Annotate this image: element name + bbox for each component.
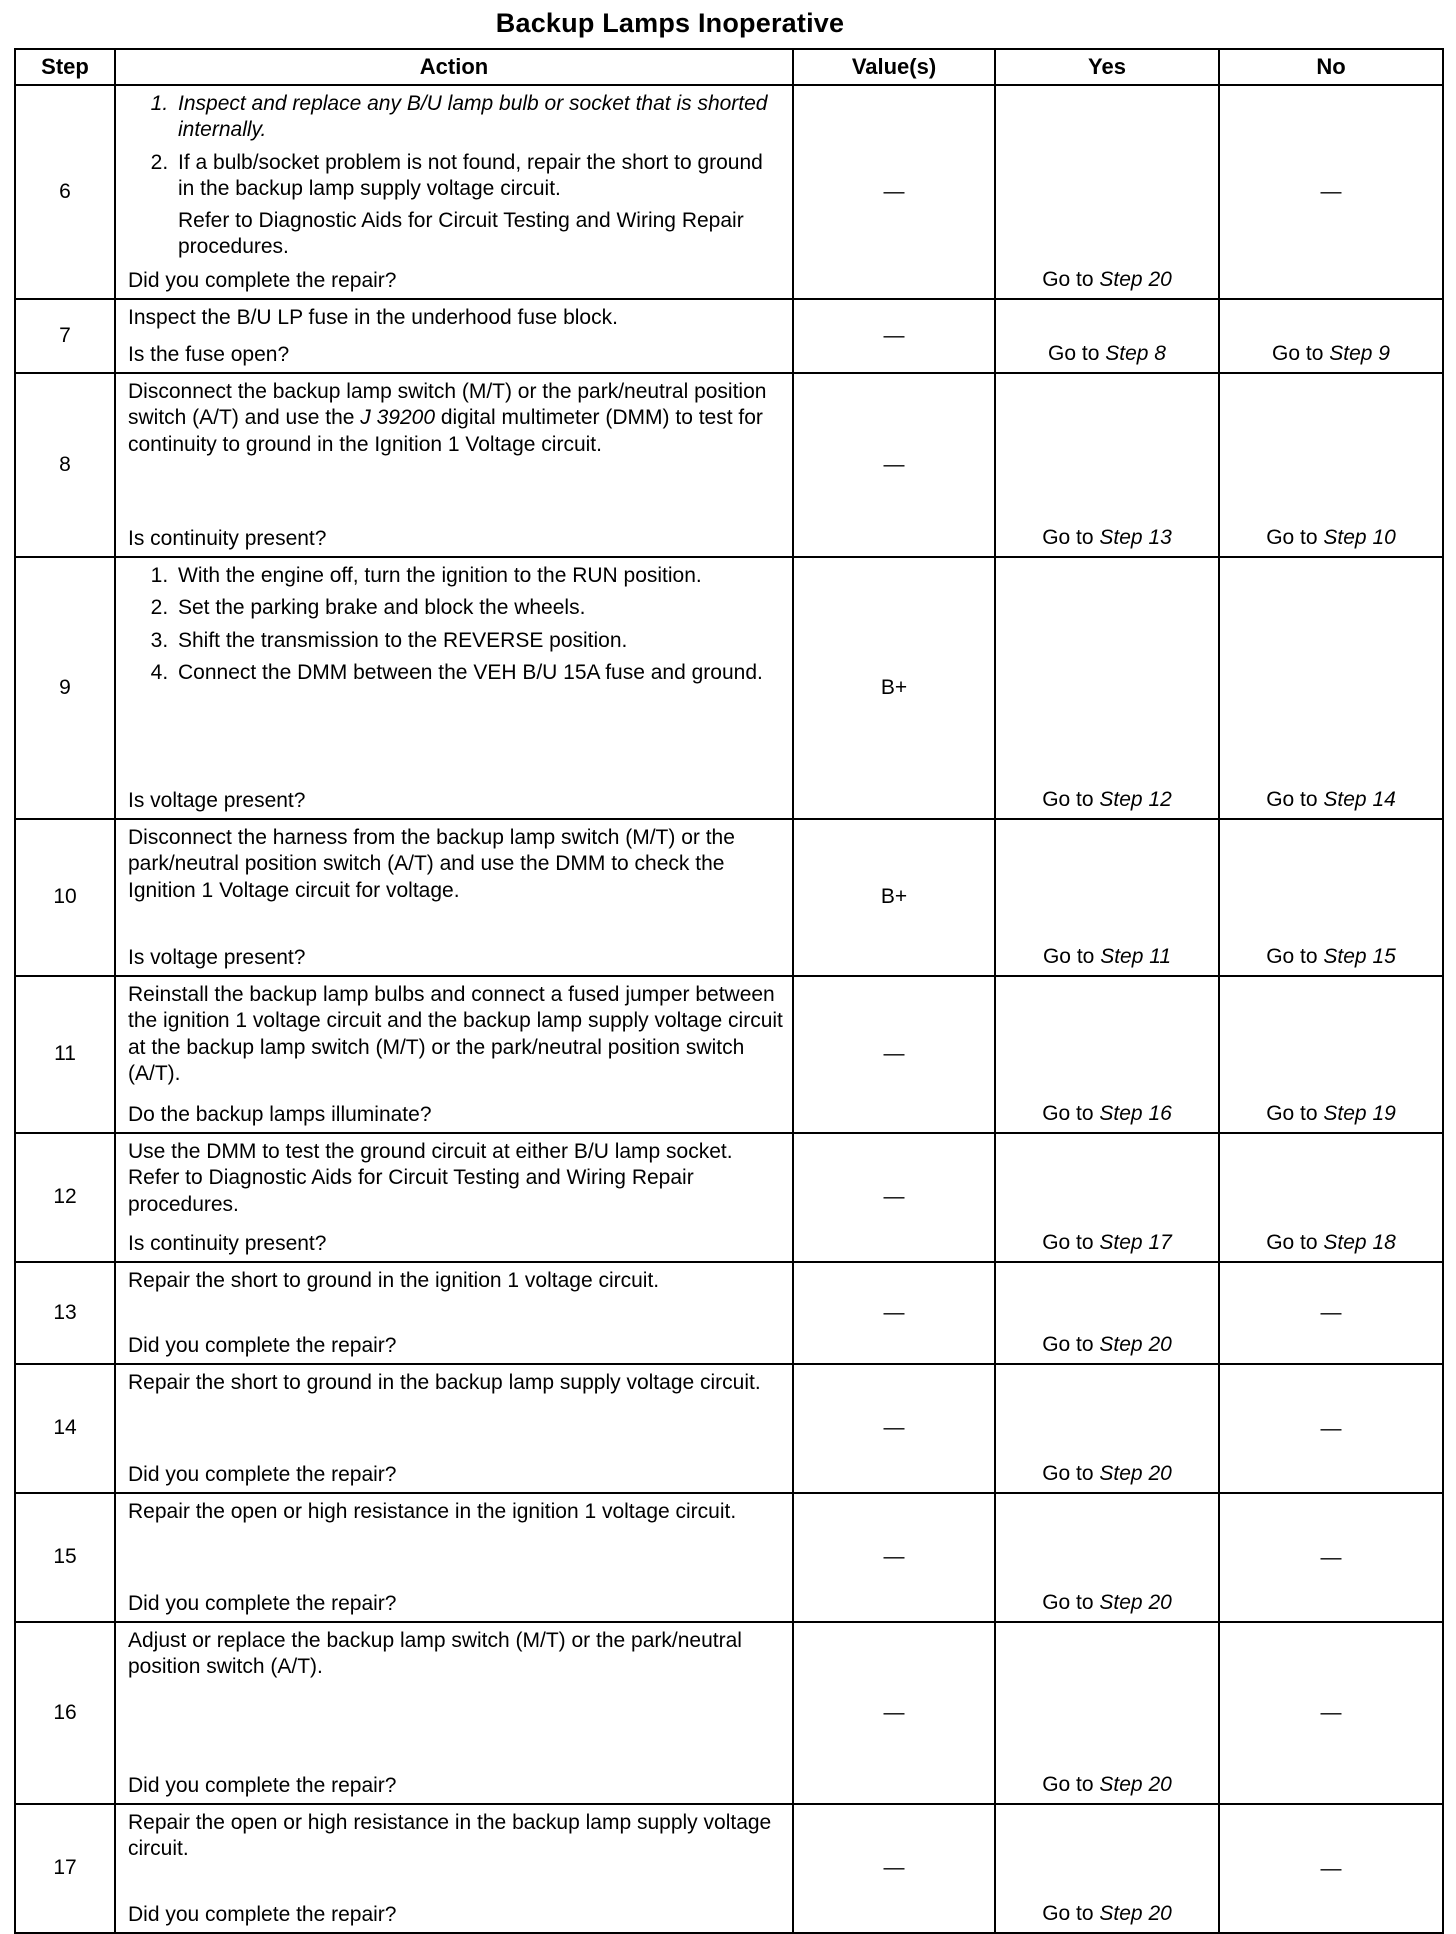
yes-cell — [995, 373, 1219, 557]
page-title: Backup Lamps Inoperative — [495, 8, 845, 38]
go-to-label: Go to — [1048, 341, 1100, 365]
action-cell — [115, 819, 793, 976]
action-cell — [115, 1364, 793, 1493]
go-to-label: Go to — [1042, 1772, 1094, 1796]
action-question: Do the backup lamps illuminate? — [128, 1102, 432, 1126]
go-to-label: Go to — [1266, 787, 1318, 811]
step-number: 17 — [15, 1804, 115, 1933]
go-to-label: Go to — [1042, 1461, 1094, 1485]
go-to-label: Go to — [1266, 1101, 1318, 1125]
action-text: Repair the open or high resistance in the backup lamp supply voltage circuit. — [128, 1811, 772, 1861]
table-row — [15, 819, 1443, 976]
yes-step: Step 17 — [1099, 1230, 1172, 1254]
no-cell — [1219, 1133, 1443, 1262]
value-cell: — — [793, 299, 995, 373]
no-cell — [1219, 976, 1443, 1133]
action-question: Did you complete the repair? — [128, 1591, 397, 1615]
go-to-label: Go to — [1042, 267, 1094, 291]
no-step: Step 19 — [1323, 1101, 1396, 1125]
yes-cell — [995, 1493, 1219, 1622]
value-cell: — — [793, 1804, 995, 1933]
action-question: Is continuity present? — [128, 1231, 327, 1255]
value-cell: — — [793, 85, 995, 299]
table-row — [15, 1133, 1443, 1262]
header-no: No — [1219, 49, 1443, 85]
no-step: Step 18 — [1323, 1230, 1396, 1254]
no-cell — [1219, 373, 1443, 557]
list-item: 4. Connect the DMM between the VEH B/U 15A fuse and ground. — [174, 660, 784, 686]
action-note: Refer to Diagnostic Aids for Circuit Testing and Wiring Repair procedures. — [178, 209, 744, 259]
action-question: Did you complete the repair? — [128, 1333, 397, 1357]
list-item: 3. Shift the transmission to the REVERSE position. — [174, 628, 784, 654]
action-cell — [115, 976, 793, 1133]
value-cell: — — [793, 976, 995, 1133]
action-question: Did you complete the repair? — [128, 268, 397, 292]
go-to-label: Go to — [1042, 1101, 1094, 1125]
no-cell: — — [1219, 1804, 1443, 1933]
yes-step: Step 13 — [1099, 525, 1172, 549]
yes-step: Step 20 — [1099, 1332, 1172, 1356]
yes-cell — [995, 557, 1219, 819]
yes-cell — [995, 1262, 1219, 1364]
no-step: Step 14 — [1323, 787, 1396, 811]
action-text: Inspect the B/U LP fuse in the underhood fuse block. — [128, 306, 618, 329]
no-cell — [1219, 557, 1443, 819]
table-row — [15, 1364, 1443, 1493]
yes-cell — [995, 1622, 1219, 1804]
no-cell: — — [1219, 85, 1443, 299]
step-number: 9 — [15, 557, 115, 819]
action-cell — [115, 299, 793, 373]
go-to-label: Go to — [1272, 341, 1324, 365]
action-text: Adjust or replace the backup lamp switch (M/T) or the park/neutral position switch (A/T). — [128, 1629, 742, 1679]
step-number: 6 — [15, 85, 115, 299]
no-cell: — — [1219, 1493, 1443, 1622]
yes-step: Step 8 — [1105, 341, 1166, 365]
value-cell: — — [793, 1622, 995, 1804]
yes-cell — [995, 85, 1219, 299]
step-number: 13 — [15, 1262, 115, 1364]
action-question: Did you complete the repair? — [128, 1462, 397, 1486]
yes-step: Step 11 — [1100, 944, 1172, 968]
action-question: Is the fuse open? — [128, 342, 290, 366]
go-to-label: Go to — [1042, 1230, 1094, 1254]
action-cell — [115, 1622, 793, 1804]
action-cell — [115, 1804, 793, 1933]
action-text: Repair the short to ground in the backup lamp supply voltage circuit. — [128, 1371, 761, 1394]
header-yes: Yes — [995, 49, 1219, 85]
action-text: Repair the short to ground in the ignition 1 voltage circuit. — [128, 1269, 660, 1292]
list-item: 2. If a bulb/socket problem is not found, repair the short to ground in the backup lamp supply voltage circuit. — [174, 150, 784, 203]
yes-step: Step 12 — [1099, 787, 1172, 811]
table-row — [15, 373, 1443, 557]
action-cell — [115, 1262, 793, 1364]
value-cell: — — [793, 1262, 995, 1364]
action-text — [128, 379, 784, 458]
no-step: Step 15 — [1323, 944, 1396, 968]
action-cell — [115, 557, 793, 819]
yes-step: Step 20 — [1099, 1590, 1172, 1614]
go-to-label: Go to — [1266, 944, 1318, 968]
header-step: Step — [15, 49, 115, 85]
no-step: Step 9 — [1329, 341, 1390, 365]
header-action: Action — [115, 49, 793, 85]
go-to-label: Go to — [1042, 1901, 1094, 1925]
table-row — [15, 299, 1443, 373]
go-to-label: Go to — [1042, 1590, 1094, 1614]
yes-cell — [995, 976, 1219, 1133]
table-row — [15, 557, 1443, 819]
go-to-label: Go to — [1042, 525, 1094, 549]
yes-step: Step 20 — [1099, 1772, 1172, 1796]
step-number: 11 — [15, 976, 115, 1133]
value-cell: — — [793, 1364, 995, 1493]
go-to-label: Go to — [1042, 1332, 1094, 1356]
action-text-part: Disconnect the backup lamp switch (M/T) or the park/neutral position switch (A/T) and use the — [128, 380, 767, 430]
step-number: 16 — [15, 1622, 115, 1804]
value-cell: — — [793, 1493, 995, 1622]
action-cell — [115, 373, 793, 557]
yes-step: Step 20 — [1099, 1461, 1172, 1485]
no-cell: — — [1219, 1622, 1443, 1804]
diagnostic-table — [14, 48, 1444, 1934]
step-number: 7 — [15, 299, 115, 373]
action-question: Did you complete the repair? — [128, 1773, 397, 1797]
no-cell: — — [1219, 1262, 1443, 1364]
action-cell — [115, 1133, 793, 1262]
no-cell: — — [1219, 1364, 1443, 1493]
action-question: Is voltage present? — [128, 945, 306, 969]
table-row — [15, 1804, 1443, 1933]
step-number: 15 — [15, 1493, 115, 1622]
action-text-part: digital multimeter (DMM) to test for continuity to ground in the Ignition 1 Voltage circuit. — [128, 406, 763, 456]
go-to-label: Go to — [1266, 1230, 1318, 1254]
action-cell — [115, 85, 793, 299]
action-text: Repair the open or high resistance in the ignition 1 voltage circuit. — [128, 1500, 737, 1523]
action-text: Use the DMM to test the ground circuit at either B/U lamp socket. Refer to Diagnostic Aids for Circuit Testing and Wiring Repair procedures. — [128, 1140, 733, 1216]
list-item: 2. Set the parking brake and block the wheels. — [174, 595, 784, 621]
yes-step: Step 20 — [1099, 1901, 1172, 1925]
action-question: Is voltage present? — [128, 788, 306, 812]
header-value: Value(s) — [793, 49, 995, 85]
value-cell: B+ — [793, 557, 995, 819]
no-cell — [1219, 299, 1443, 373]
no-step: Step 10 — [1323, 525, 1396, 549]
action-list — [128, 91, 784, 208]
yes-cell — [995, 1804, 1219, 1933]
table-row — [15, 1493, 1443, 1622]
value-cell: B+ — [793, 819, 995, 976]
yes-cell — [995, 1133, 1219, 1262]
action-cell — [115, 1493, 793, 1622]
action-text: Reinstall the backup lamp bulbs and connect a fused jumper between the ignition 1 voltage circuit and the backup lamp supply voltage circuit at the backup lamp switch (M/T) or the park/neutral position switch (A/T). — [128, 983, 783, 1085]
go-to-label: Go to — [1266, 525, 1318, 549]
list-item: 1. Inspect and replace any B/U lamp bulb or socket that is shorted internally. — [174, 91, 784, 144]
yes-step: Step 20 — [1099, 267, 1172, 291]
go-to-label: Go to — [1042, 944, 1095, 968]
step-number: 14 — [15, 1364, 115, 1493]
list-item: 1. With the engine off, turn the ignition to the RUN position. — [174, 563, 784, 589]
header-row — [15, 49, 1443, 85]
step-number: 12 — [15, 1133, 115, 1262]
action-question: Did you complete the repair? — [128, 1902, 397, 1926]
step-number: 8 — [15, 373, 115, 557]
value-cell: — — [793, 373, 995, 557]
tool-number: J 39200 — [360, 406, 435, 430]
table-row — [15, 85, 1443, 299]
value-cell: — — [793, 1133, 995, 1262]
action-text: Disconnect the harness from the backup lamp switch (M/T) or the park/neutral position switch (A/T) and use the DMM to check the Ignition 1 Voltage circuit for voltage. — [128, 826, 735, 902]
yes-cell — [995, 819, 1219, 976]
no-cell — [1219, 819, 1443, 976]
yes-step: Step 16 — [1099, 1101, 1172, 1125]
yes-cell — [995, 1364, 1219, 1493]
action-list — [128, 563, 784, 692]
yes-cell — [995, 299, 1219, 373]
table-row — [15, 1262, 1443, 1364]
table-row — [15, 1622, 1443, 1804]
step-number: 10 — [15, 819, 115, 976]
action-question: Is continuity present? — [128, 526, 327, 550]
go-to-label: Go to — [1042, 787, 1094, 811]
table-row — [15, 976, 1443, 1133]
